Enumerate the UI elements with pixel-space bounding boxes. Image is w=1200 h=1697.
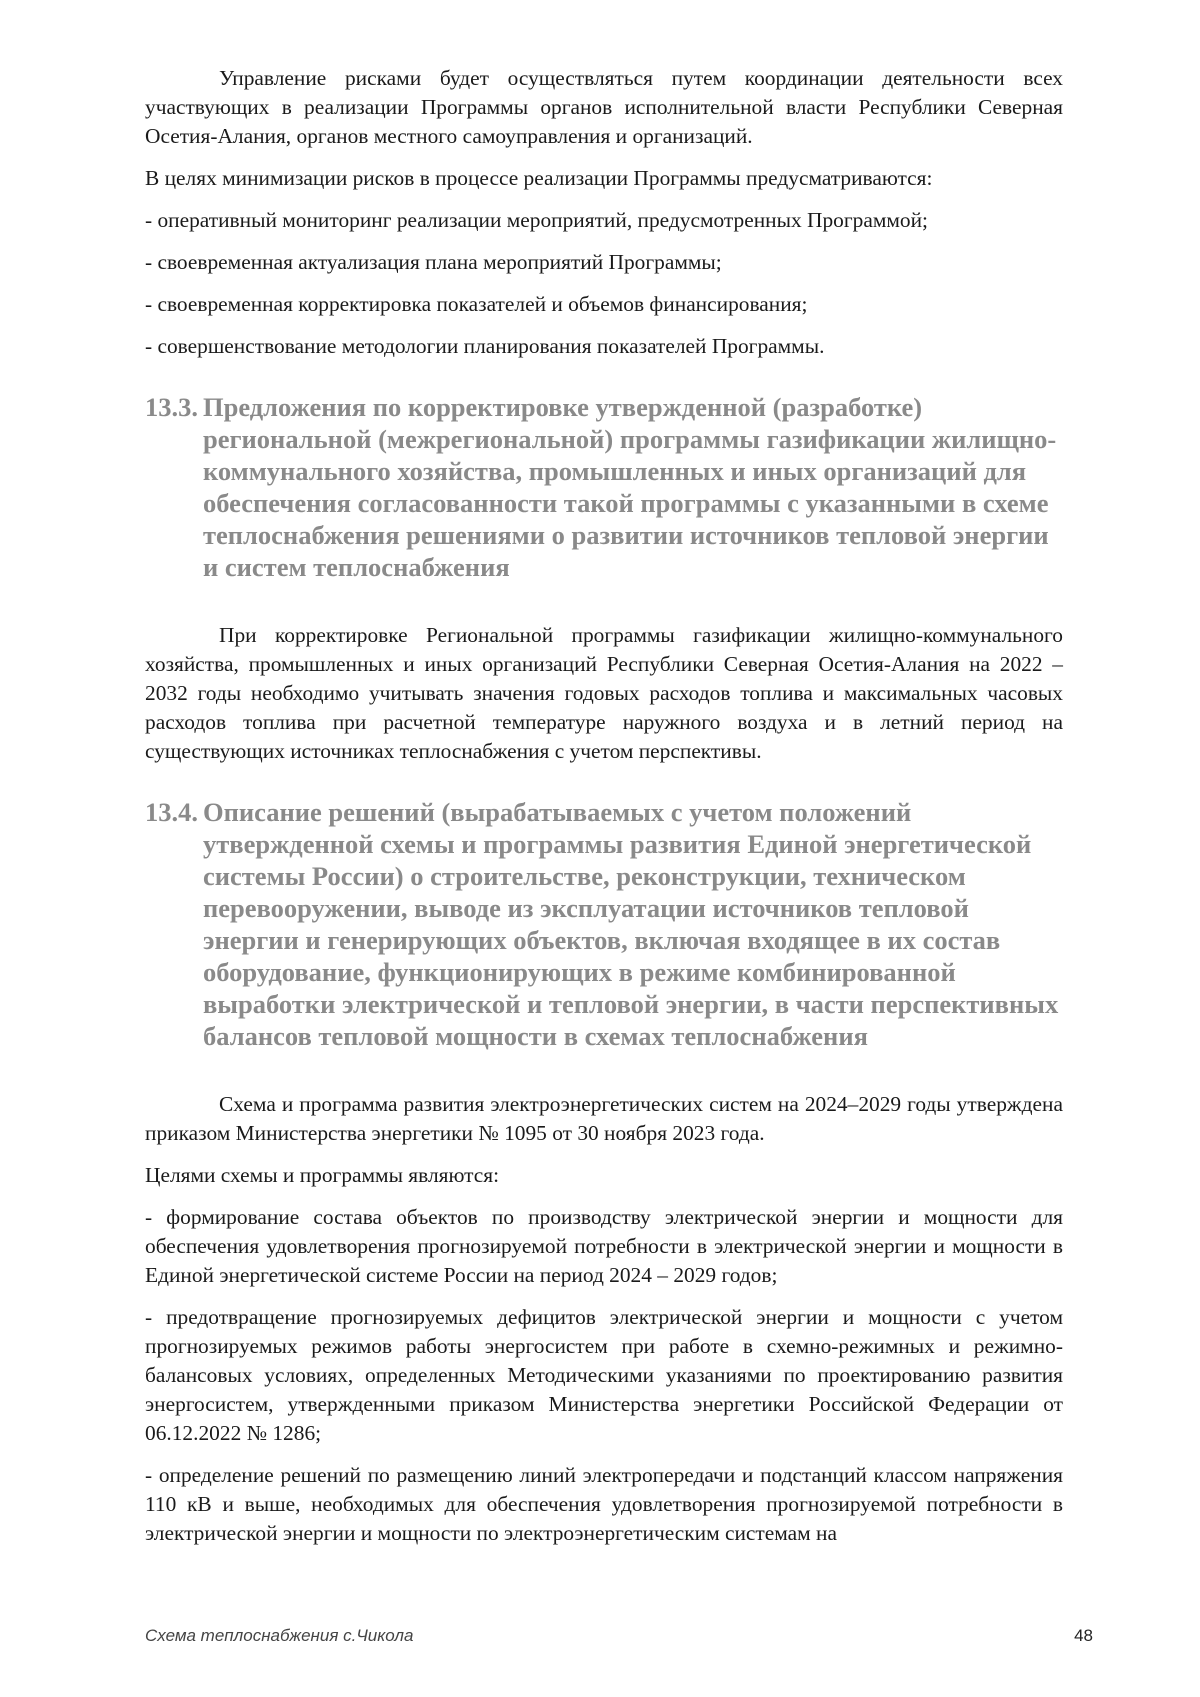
- section-title: Описание решений (вырабатываемых с учетом положений утвержденной схемы и программы развития Единой энергетической системы России) о строительстве, реконструкции, техническом перевооружении, выводе из эксплуатации источников тепловой энергии и генерирующих объектов, включая входящее в их состав оборудование, функционирующих в режиме комбинированной выработки электрической и тепловой энергии, в части перспективных балансов тепловой мощности в схемах теплоснабжения: [203, 797, 1059, 1051]
- paragraph-scheme-approval: Схема и программа развития электроэнергетических систем на 2024–2029 годы утверждена приказом Министерства энергетики № 1095 от 30 ноября 2023 года.: [145, 1092, 1063, 1145]
- list-item: - совершенствование методологии планирования показателей Программы.: [145, 334, 825, 358]
- section-title: Предложения по корректировке утвержденной (разработке) региональной (межрегиональной) программы газификации жилищно-коммунального хозяйства, промышленных и иных организаций для обеспечения согласованности такой программы с указанными в схеме теплоснабжения решениями о развитии источников тепловой энергии и систем теплоснабжения: [203, 392, 1057, 582]
- section-heading-13-3: [145, 391, 1063, 583]
- document-body: [145, 64, 1063, 1548]
- list-item: - формирование состава объектов по производству электрической энергии и мощности для обеспечения удовлетворения прогнозируемой потребности в электрической энергии и мощности в Единой энергетической системе России на период 2024 – 2029 годов;: [145, 1205, 1063, 1287]
- paragraph-goals-intro: Целями схемы и программы являются:: [145, 1163, 500, 1187]
- paragraph-gasification: При корректировке Региональной программы газификации жилищно-коммунального хозяйства, промышленных и иных организаций Республики Северная Осетия-Алания на 2022 – 2032 годы необходимо учитывать значения годовых расходов топлива и максимальных часовых расходов топлива при расчетной температуре наружного воздуха и в летний период на существующих источниках теплоснабжения с учетом перспективы.: [145, 623, 1063, 763]
- footer-document-title: Схема теплоснабжения с.Чикола: [145, 1626, 414, 1645]
- list-item: - предотвращение прогнозируемых дефицитов электрической энергии и мощности с учетом прогнозируемых режимов работы энергосистем при работе в схемно-режимных и режимно-балансовых условиях, определенных Методическими указаниями по проектированию развития энергосистем, утвержденными приказом Министерства энергетики Российской Федерации от 06.12.2022 № 1286;: [145, 1305, 1063, 1445]
- page-footer: [145, 1626, 1093, 1646]
- section-number: 13.3.: [145, 392, 198, 422]
- section-heading-13-4: [145, 796, 1063, 1052]
- paragraph-risk-management: Управление рисками будет осуществляться путем координации деятельности всех участвующих в реализации Программы органов исполнительной власти Республики Северная Осетия-Алания, органов местного самоуправления и организаций.: [145, 66, 1063, 148]
- list-item: - своевременная корректировка показателей и объемов финансирования;: [145, 292, 808, 316]
- paragraph-risk-minimization: В целях минимизации рисков в процессе реализации Программы предусматриваются:: [145, 166, 933, 190]
- list-item: - оперативный мониторинг реализации мероприятий, предусмотренных Программой;: [145, 208, 928, 232]
- list-item: - определение решений по размещению линий электропередачи и подстанций классом напряжения 110 кВ и выше, необходимых для обеспечения удовлетворения прогнозируемой потребности в электрической энергии и мощности по электроэнергетическим системам на: [145, 1463, 1063, 1545]
- page-number: 48: [1074, 1626, 1093, 1645]
- section-number: 13.4.: [145, 797, 198, 827]
- list-item: - своевременная актуализация плана мероприятий Программы;: [145, 250, 722, 274]
